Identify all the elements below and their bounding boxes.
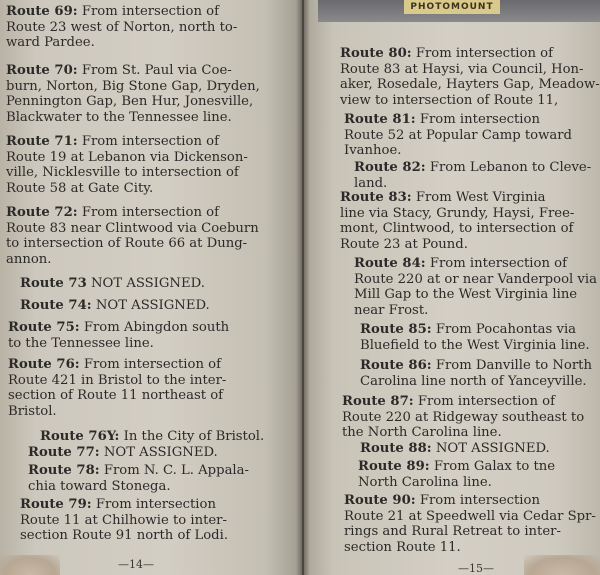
route-description: Blackwater to the Tennessee line.	[6, 109, 232, 125]
route-description: From Danville to North	[435, 358, 592, 373]
route-description: From Galax to tne	[433, 459, 556, 474]
route-entry-line	[6, 20, 237, 36]
route-entry-line	[344, 524, 596, 540]
route-number: Route 79:	[20, 497, 92, 512]
route-description: From St. Paul via Coe-	[81, 63, 232, 78]
route-entry	[354, 160, 591, 191]
route-entry-line	[342, 425, 584, 441]
route-description: From intersection of	[83, 357, 221, 372]
route-description: Route 21 at Speedwell via Cedar Spr-	[344, 508, 596, 524]
route-description: section Route 11.	[344, 539, 461, 555]
route-entry-line	[20, 276, 205, 292]
route-description: burn, Norton, Big Stone Gap, Dryden,	[6, 78, 260, 94]
route-description: From Lebanon to Cleve-	[429, 160, 592, 175]
route-number: Route 74:	[20, 298, 92, 313]
route-entry-line	[6, 79, 260, 95]
route-description: From intersection	[419, 112, 540, 127]
route-description: view to intersection of Route 11,	[340, 92, 559, 108]
route-entry-line	[8, 320, 229, 336]
route-description: land.	[354, 175, 388, 191]
route-description: Route 220 at or near Vanderpool via	[354, 271, 597, 287]
route-entry-line	[8, 373, 226, 389]
route-entry	[340, 190, 574, 252]
route-description: chia toward Stonega.	[28, 478, 171, 494]
route-entry-line	[342, 394, 584, 410]
route-number: Route 90:	[344, 493, 416, 508]
route-description: From intersection of	[81, 205, 219, 220]
route-entry-line	[340, 190, 574, 206]
route-description: NOT ASSIGNED.	[103, 445, 218, 460]
route-entry-line	[360, 374, 592, 390]
route-entry	[40, 429, 264, 445]
route-entry-line	[360, 322, 590, 338]
route-description: From intersection	[419, 493, 540, 508]
route-entry-line	[344, 128, 572, 144]
route-description: From Abingdon south	[83, 320, 230, 335]
route-description: From intersection of	[429, 256, 567, 271]
route-entry-line	[28, 463, 249, 479]
route-number: Route 73	[20, 276, 87, 291]
thumb-shadow-left	[0, 555, 60, 575]
route-entry	[344, 112, 572, 159]
route-entry-line	[6, 181, 248, 197]
route-entry-line	[340, 62, 600, 78]
route-entry-line	[354, 160, 591, 176]
route-entry-line	[20, 497, 228, 513]
route-description: NOT ASSIGNED.	[95, 298, 210, 313]
route-description: From intersection	[95, 497, 216, 512]
route-entry-line	[6, 110, 260, 126]
route-number: Route 78:	[28, 463, 100, 478]
thumb-shadow-right	[524, 555, 600, 575]
route-entry-line	[6, 35, 237, 51]
right-page-number: —15—	[458, 562, 494, 575]
route-entry	[20, 497, 228, 544]
route-entry-line	[340, 93, 600, 109]
route-number: Route 76Y:	[40, 429, 120, 444]
route-description: NOT ASSIGNED.	[435, 441, 550, 456]
route-entry-line	[340, 46, 600, 62]
route-entry	[360, 441, 550, 457]
route-number: Route 87:	[342, 394, 414, 409]
route-number: Route 83:	[340, 190, 412, 205]
route-entry-line	[344, 493, 596, 509]
route-description: Route 52 at Popular Camp toward	[344, 127, 572, 143]
route-entry-line	[20, 298, 210, 314]
route-description: From N. C. L. Appala-	[103, 463, 249, 478]
route-number: Route 84:	[354, 256, 426, 271]
route-entry-line	[6, 165, 248, 181]
route-entry	[6, 63, 260, 125]
book-gutter	[296, 0, 310, 575]
route-number: Route 81:	[344, 112, 416, 127]
route-description: to the Tennessee line.	[8, 335, 154, 351]
route-entry-line	[344, 540, 596, 556]
route-entry-line	[340, 206, 574, 222]
route-description: ville, Nicklesville to intersection of	[6, 165, 239, 181]
route-description: Pennington Gap, Ben Hur, Jonesville,	[6, 94, 254, 110]
route-entry	[344, 493, 596, 555]
route-entry	[8, 320, 229, 351]
route-entry	[20, 276, 205, 292]
route-description: annon.	[6, 251, 52, 267]
route-entry-line	[6, 63, 260, 79]
route-entry-line	[344, 509, 596, 525]
route-number: Route 80:	[340, 46, 412, 61]
route-description: Ivanhoe.	[344, 143, 402, 159]
right-page	[304, 0, 600, 575]
route-entry-line	[8, 357, 226, 373]
route-description: Route 58 at Gate City.	[6, 180, 154, 196]
route-entry-line	[354, 256, 597, 272]
route-entry-line	[8, 336, 229, 352]
route-entry-line	[358, 459, 555, 475]
route-entry-line	[360, 338, 590, 354]
route-entry-line	[354, 272, 597, 288]
route-description: to intersection of Route 66 at Dung-	[6, 236, 248, 252]
route-number: Route 89:	[358, 459, 430, 474]
route-number: Route 85:	[360, 322, 432, 337]
route-entry	[360, 358, 592, 389]
route-entry-line	[6, 221, 259, 237]
route-description: Route 19 at Lebanon via Dickenson-	[6, 149, 248, 165]
route-description: From Pocahontas via	[435, 322, 577, 337]
route-entry-line	[344, 112, 572, 128]
route-entry-line	[6, 205, 259, 221]
route-number: Route 72:	[6, 205, 78, 220]
route-entry	[6, 205, 259, 267]
route-entry-line	[340, 77, 600, 93]
route-entry-line	[6, 94, 260, 110]
route-description: In the City of Bristol.	[123, 429, 265, 444]
route-entry-line	[6, 150, 248, 166]
route-description: aker, Rosedale, Hayters Gap, Meadow-	[340, 77, 600, 93]
route-description: section of Route 11 northeast of	[8, 388, 224, 404]
route-entry-line	[6, 4, 237, 20]
route-description: Route 421 in Bristol to the inter-	[8, 372, 227, 388]
route-entry-line	[6, 252, 259, 268]
route-entry-line	[40, 429, 264, 445]
route-entry-line	[28, 479, 249, 495]
route-description: mont, Clintwood, to intersection of	[340, 221, 574, 237]
route-description: From intersection of	[81, 4, 219, 19]
route-number: Route 70:	[6, 63, 78, 78]
route-entry-line	[340, 237, 574, 253]
route-entry-line	[354, 176, 591, 192]
route-description: From West Virginia	[415, 190, 546, 205]
route-description: From intersection of	[415, 46, 553, 61]
route-description: Route 83 at Haysi, via Council, Hon-	[340, 61, 584, 77]
route-entry-line	[354, 287, 597, 303]
route-description: Bluefield to the West Virginia line.	[360, 337, 590, 353]
route-entry	[6, 4, 237, 51]
route-description: Mill Gap to the West Virginia line	[354, 287, 578, 303]
route-entry-line	[8, 388, 226, 404]
route-entry-line	[6, 134, 248, 150]
route-entry-line	[360, 358, 592, 374]
route-entry-line	[340, 221, 574, 237]
route-entry	[28, 445, 218, 461]
route-entry-line	[358, 475, 555, 491]
route-description: From intersection of	[81, 134, 219, 149]
route-description: Route 23 west of Norton, north to-	[6, 19, 238, 35]
route-description: Bristol.	[8, 403, 57, 419]
route-description: Route 11 at Chilhowie to inter-	[20, 512, 227, 528]
route-entry-line	[342, 410, 584, 426]
route-entry-line	[6, 236, 259, 252]
photomount-label: PHOTOMOUNT	[404, 0, 500, 14]
route-description: Route 83 near Clintwood via Coeburn	[6, 220, 259, 236]
route-entry-line	[20, 528, 228, 544]
route-number: Route 76:	[8, 357, 80, 372]
route-description: near Frost.	[354, 302, 429, 318]
route-description: Route 220 at Ridgeway southeast to	[342, 409, 585, 425]
route-entry-line	[360, 441, 550, 457]
route-description: section Route 91 north of Lodi.	[20, 528, 229, 544]
route-entry	[20, 298, 210, 314]
route-entry	[340, 46, 600, 108]
route-entry	[360, 322, 590, 353]
route-description: NOT ASSIGNED.	[90, 276, 205, 291]
route-entry	[342, 394, 584, 441]
route-description: rings and Rural Retreat to inter-	[344, 524, 561, 540]
route-entry	[28, 463, 249, 494]
route-description: North Carolina line.	[358, 474, 492, 490]
route-number: Route 75:	[8, 320, 80, 335]
route-entry	[6, 134, 248, 196]
route-description: Carolina line north of Yanceyville.	[360, 373, 587, 389]
route-number: Route 86:	[360, 358, 432, 373]
route-entry	[8, 357, 226, 419]
route-description: line via Stacy, Grundy, Haysi, Free-	[340, 205, 575, 221]
route-entry	[358, 459, 555, 490]
route-entry-line	[20, 513, 228, 529]
route-entry-line	[8, 404, 226, 420]
route-description: ward Pardee.	[6, 35, 95, 51]
route-description: From intersection of	[417, 394, 555, 409]
route-entry-line	[28, 445, 218, 461]
route-number: Route 71:	[6, 134, 78, 149]
route-description: the North Carolina line.	[342, 425, 502, 441]
route-entry	[354, 256, 597, 318]
route-description: Route 23 at Pound.	[340, 236, 468, 252]
route-entry-line	[354, 303, 597, 319]
route-number: Route 88:	[360, 441, 432, 456]
route-number: Route 82:	[354, 160, 426, 175]
route-entry-line	[344, 143, 572, 159]
left-page-number: —14—	[118, 558, 154, 571]
route-number: Route 69:	[6, 4, 78, 19]
route-number: Route 77:	[28, 445, 100, 460]
